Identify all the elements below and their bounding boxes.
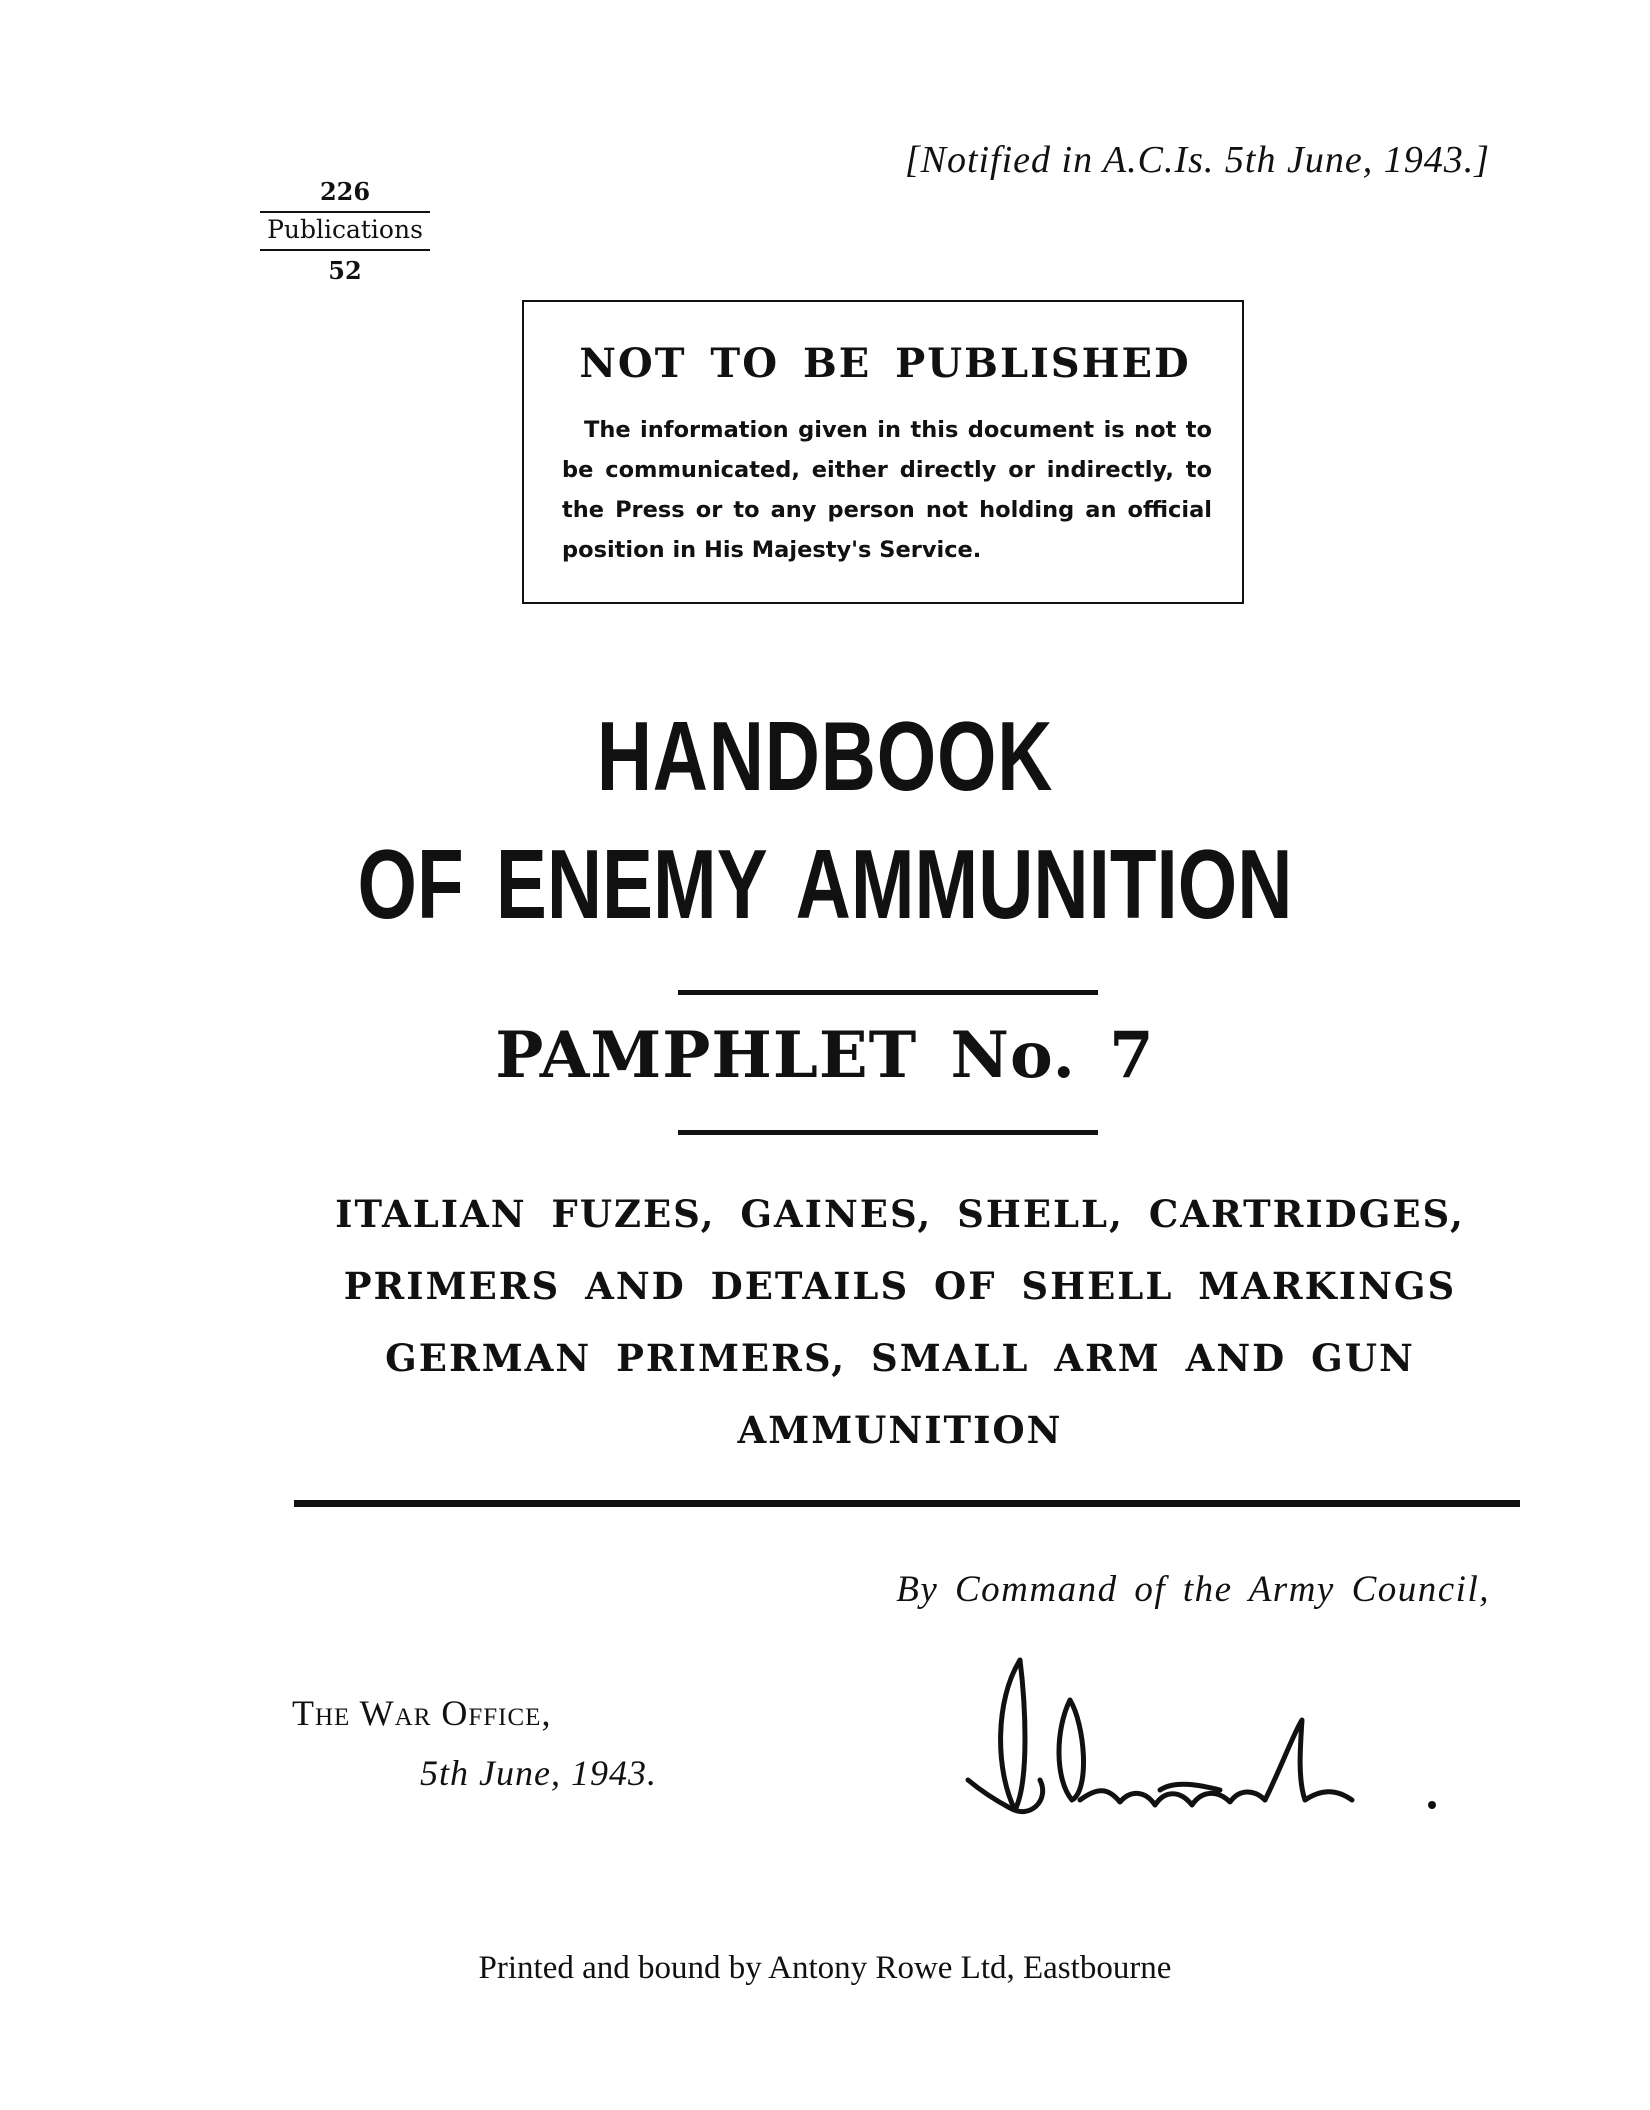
subtitle-line-2: PRIMERS AND DETAILS OF SHELL MARKINGS (343, 1264, 1457, 1308)
restriction-heading: NOT TO BE PUBLISHED (579, 340, 1191, 387)
authority-line: By Command of the Army Council, (896, 1569, 1490, 1610)
publication-number: 226 (319, 177, 371, 206)
subtitle-line-4: AMMUNITION (737, 1408, 1063, 1452)
subtitle-line-3: GERMAN PRIMERS, SMALL ARM AND GUN (385, 1336, 1415, 1380)
handwritten-signature (960, 1640, 1460, 1840)
publication-reference (260, 178, 430, 286)
pamphlet-number: PAMPHLET No. 7 (495, 1018, 1155, 1093)
office-name: The War Office, (292, 1693, 552, 1733)
office-date: 5th June, 1943. (420, 1753, 657, 1793)
publication-sub-number: 52 (328, 255, 362, 285)
title-line-1: HANDBOOK (596, 701, 1054, 811)
divider-upper (678, 990, 1098, 995)
printer-credit: Printed and bound by Antony Rowe Ltd, Eastbourne (478, 1950, 1172, 1986)
subtitle-line-1: ITALIAN FUZES, GAINES, SHELL, CARTRIDGES, (335, 1192, 1465, 1236)
title-line-2: OF ENEMY AMMUNITION (357, 829, 1293, 939)
restriction-box (522, 300, 1244, 604)
publication-category: Publications (260, 211, 430, 251)
divider-main (294, 1500, 1520, 1507)
divider-lower (678, 1130, 1098, 1135)
subtitle (250, 1178, 1550, 1466)
restriction-text: The information given in this document is not to be communicated, either directly or indirectly, to the Press or to any person not holding an official position in His Majesty's Service. (562, 417, 1212, 563)
notification-line: [Notified in A.C.Is. 5th June, 1943.] (904, 139, 1490, 181)
